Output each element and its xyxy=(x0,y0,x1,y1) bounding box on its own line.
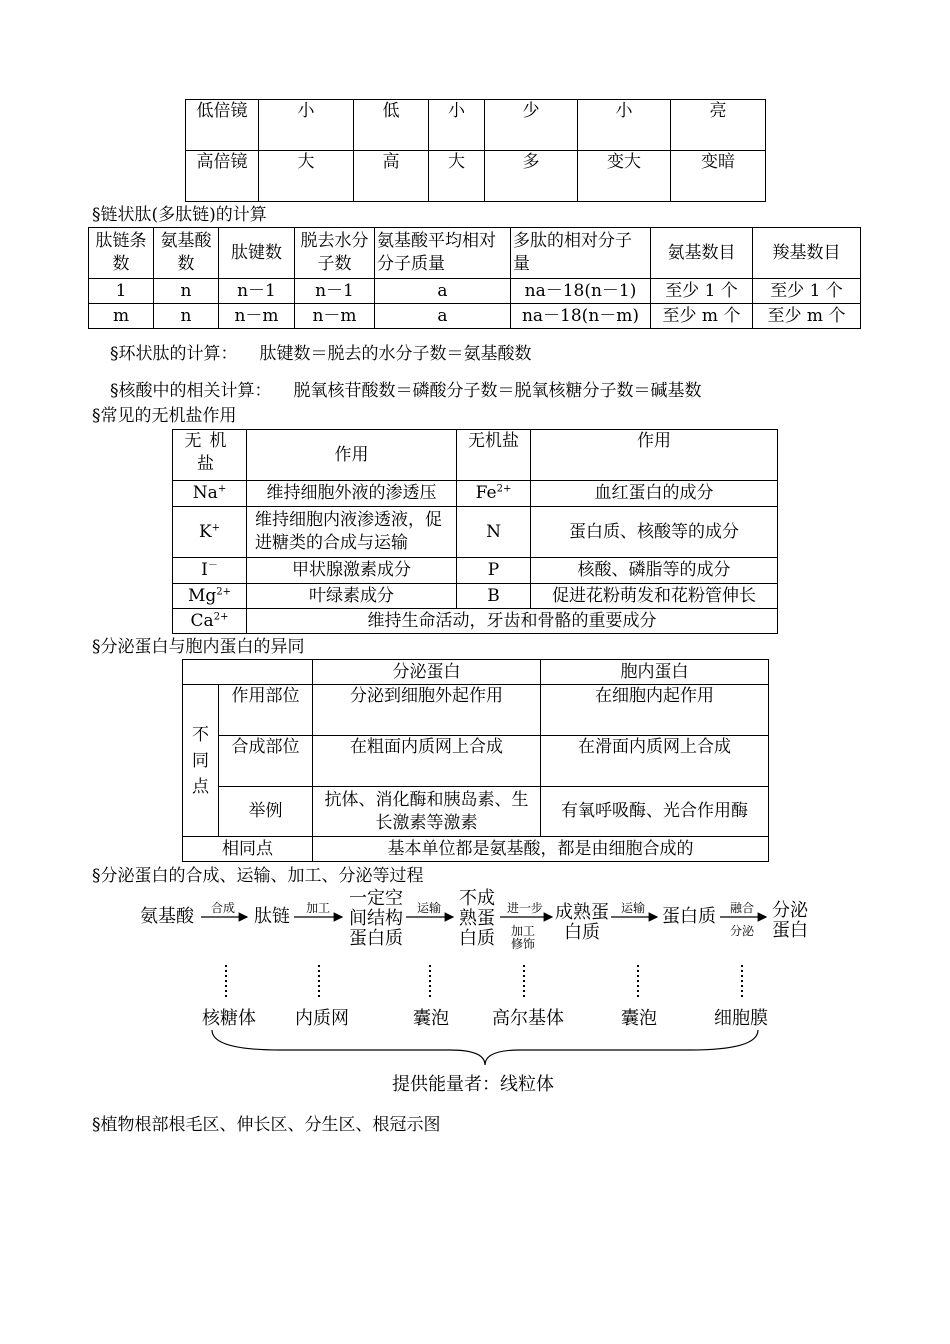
ion-symbol: Ca xyxy=(190,610,214,631)
arrow-label: 运输 xyxy=(620,901,645,915)
ion-cell xyxy=(457,507,531,558)
table-cell: 至少 1 个 xyxy=(753,279,861,304)
nucleic-acid-line xyxy=(110,380,702,402)
table-cell: 少 xyxy=(485,100,578,151)
organelle-vesicle: 囊泡 xyxy=(413,1008,449,1029)
organelle-vesicle: 囊泡 xyxy=(621,1008,657,1029)
ion-charge: 2+ xyxy=(216,585,232,597)
ion-cell xyxy=(173,481,247,507)
row-label: 合成部位 xyxy=(219,736,313,787)
flow-node-immature-protein: 不成熟蛋白质 xyxy=(459,888,495,949)
inorganic-salt-table xyxy=(172,429,778,634)
ion-cell xyxy=(173,609,247,634)
ion-cell xyxy=(173,558,247,584)
arrow-label: 融合 xyxy=(729,901,754,915)
table-cell: 变暗 xyxy=(671,151,766,202)
table-row xyxy=(89,279,861,304)
peptide-heading: §链状肽(多肽链)的计算 xyxy=(92,205,267,225)
cyclic-peptide-label: §环状肽的计算： xyxy=(110,344,238,364)
flow-node-folded-protein: 一定空间结构蛋白质 xyxy=(349,888,403,949)
column-header: 无机盐 xyxy=(173,430,247,481)
ion-symbol: Mg xyxy=(187,585,217,606)
table-cell: 分泌到细胞外起作用 xyxy=(313,685,541,736)
table-row xyxy=(183,787,769,837)
table-cell: 维持细胞外液的渗透压 xyxy=(247,481,457,507)
ion-symbol: K xyxy=(198,521,212,542)
salt-heading: §常见的无机盐作用 xyxy=(92,406,237,426)
table-cell: 在粗面内质网上合成 xyxy=(313,736,541,787)
cyclic-peptide-formula: 肽键数＝脱去的水分子数＝氨基酸数 xyxy=(259,344,532,364)
organelle-golgi: 高尔基体 xyxy=(492,1008,564,1029)
flow-node-mature-protein: 成熟蛋白质 xyxy=(555,902,609,943)
table-row xyxy=(183,837,769,862)
row-label: 举例 xyxy=(219,787,313,837)
cyclic-peptide-line xyxy=(110,343,532,365)
table-cell: 低 xyxy=(354,100,429,151)
nucleic-acid-label: §核酸中的相关计算： xyxy=(110,381,272,401)
table-cell: n－m xyxy=(219,304,295,329)
table-cell: 叶绿素成分 xyxy=(247,584,457,609)
organelle-er: 内质网 xyxy=(295,1008,349,1029)
table-cell: 亮 xyxy=(671,100,766,151)
table-cell: na－18(n－1) xyxy=(511,279,651,304)
table-cell: 核酸、磷脂等的成分 xyxy=(531,558,778,584)
table-cell: 1 xyxy=(89,279,154,304)
ion-symbol: Na xyxy=(192,483,218,503)
column-header: 作用 xyxy=(531,430,778,481)
column-header: 肽键数 xyxy=(219,228,295,279)
protein-comparison-table xyxy=(182,659,769,862)
process-heading: §分泌蛋白的合成、运输、加工、分泌等过程 xyxy=(92,866,424,886)
peptide-table xyxy=(88,227,861,329)
energy-provider: 提供能量者：线粒体 xyxy=(392,1074,554,1095)
table-cell: 变大 xyxy=(578,151,671,202)
column-header: 作用 xyxy=(247,430,457,481)
table-cell: 甲状腺激素成分 xyxy=(247,558,457,584)
ion-charge: － xyxy=(207,560,218,572)
ion-symbol: P xyxy=(487,560,500,580)
table-cell: n xyxy=(154,304,219,329)
table-cell: 在滑面内质网上合成 xyxy=(541,736,769,787)
table-cell: 多 xyxy=(485,151,578,202)
column-header: 多肽的相对分子量 xyxy=(511,228,651,279)
table-header-row xyxy=(89,228,861,279)
ion-symbol: I xyxy=(201,560,208,580)
row-label: 高倍镜 xyxy=(186,151,259,202)
root-heading: §植物根部根毛区、伸长区、分生区、根冠示图 xyxy=(92,1115,441,1135)
column-header: 氨基酸平均相对分子质量 xyxy=(375,228,511,279)
table-row xyxy=(173,558,778,584)
table-cell: n－m xyxy=(295,304,375,329)
arrow-label-below: 分泌 xyxy=(729,924,754,938)
arrow-label-below: 加工修饰 xyxy=(510,924,535,951)
table-cell: n xyxy=(154,279,219,304)
column-header: 无机盐 xyxy=(457,430,531,481)
ion-charge: + xyxy=(217,483,227,495)
table-cell: na－18(n－m) xyxy=(511,304,651,329)
table-cell: 至少 m 个 xyxy=(753,304,861,329)
difference-label: 不同点 xyxy=(183,685,219,837)
table-cell: 大 xyxy=(259,151,354,202)
table-cell: 小 xyxy=(578,100,671,151)
table-row xyxy=(173,481,778,507)
table-cell: 维持细胞内液渗透液，促进糖类的合成与运输 xyxy=(247,507,457,558)
table-row xyxy=(183,685,769,736)
ion-charge: 2+ xyxy=(496,483,512,495)
column-header: 肽链条数 xyxy=(89,228,154,279)
table-cell: 血红蛋白的成分 xyxy=(531,481,778,507)
table-row xyxy=(173,584,778,609)
table-cell: a xyxy=(375,279,511,304)
flow-node-secreted-protein: 分泌蛋白 xyxy=(772,900,808,941)
table-row xyxy=(183,736,769,787)
ion-cell xyxy=(457,481,531,507)
organelle-cell-membrane: 细胞膜 xyxy=(714,1008,768,1029)
column-header: 羧基数目 xyxy=(753,228,861,279)
protein-heading: §分泌蛋白与胞内蛋白的异同 xyxy=(92,637,305,657)
secretion-flow-diagram xyxy=(0,885,950,1100)
table-cell: 小 xyxy=(259,100,354,151)
ion-charge: + xyxy=(211,521,221,533)
arrow-label: 加工 xyxy=(305,901,330,915)
column-header: 氨基数目 xyxy=(651,228,753,279)
table-cell: n－1 xyxy=(219,279,295,304)
table-cell: 至少 1 个 xyxy=(651,279,753,304)
ion-symbol: Fe xyxy=(475,483,497,503)
table-row xyxy=(186,151,766,202)
table-cell: 小 xyxy=(429,100,485,151)
flow-node-amino-acid: 氨基酸 xyxy=(140,906,194,927)
table-cell: 有氧呼吸酶、光合作用酶 xyxy=(541,787,769,837)
ion-cell xyxy=(173,584,247,609)
table-cell: 基本单位都是氨基酸，都是由细胞合成的 xyxy=(313,837,769,862)
table-cell: 促进花粉萌发和花粉管伸长 xyxy=(531,584,778,609)
ion-charge: 2+ xyxy=(213,610,229,622)
table-cell: 抗体、消化酶和胰岛素、生长激素等激素 xyxy=(313,787,541,837)
ion-cell xyxy=(457,584,531,609)
arrow-label: 进一步 xyxy=(506,901,543,915)
table-header-row xyxy=(183,660,769,685)
table-cell: 维持生命活动，牙齿和骨骼的重要成分 xyxy=(247,609,778,634)
ion-cell xyxy=(173,507,247,558)
table-cell: 至少 m 个 xyxy=(651,304,753,329)
ion-symbol: N xyxy=(486,521,501,542)
curly-brace xyxy=(212,1030,758,1065)
table-row xyxy=(173,609,778,634)
table-cell: 高 xyxy=(354,151,429,202)
row-label: 作用部位 xyxy=(219,685,313,736)
arrow-label: 合成 xyxy=(210,901,235,915)
column-header: 氨基酸数 xyxy=(154,228,219,279)
table-cell: 大 xyxy=(429,151,485,202)
empty-header xyxy=(183,660,313,685)
nucleic-acid-formula: 脱氧核苷酸数＝磷酸分子数＝脱氧核糖分子数＝碱基数 xyxy=(293,381,702,401)
table-header-row xyxy=(173,430,778,481)
same-label: 相同点 xyxy=(183,837,313,862)
table-cell: a xyxy=(375,304,511,329)
table-cell: 蛋白质、核酸等的成分 xyxy=(531,507,778,558)
flow-node-protein: 蛋白质 xyxy=(662,906,716,927)
column-header: 胞内蛋白 xyxy=(541,660,769,685)
ion-cell xyxy=(457,558,531,584)
column-header: 脱去水分子数 xyxy=(295,228,375,279)
column-header: 分泌蛋白 xyxy=(313,660,541,685)
table-cell: n－1 xyxy=(295,279,375,304)
flow-node-peptide: 肽链 xyxy=(254,906,290,927)
table-cell: m xyxy=(89,304,154,329)
table-row xyxy=(173,507,778,558)
ion-symbol: B xyxy=(487,585,500,606)
organelle-ribosome: 核糖体 xyxy=(202,1008,256,1029)
microscope-table xyxy=(185,99,766,202)
table-row xyxy=(89,304,861,329)
table-cell: 在细胞内起作用 xyxy=(541,685,769,736)
row-label: 低倍镜 xyxy=(186,100,259,151)
arrow-label: 运输 xyxy=(416,901,441,915)
table-row xyxy=(186,100,766,151)
